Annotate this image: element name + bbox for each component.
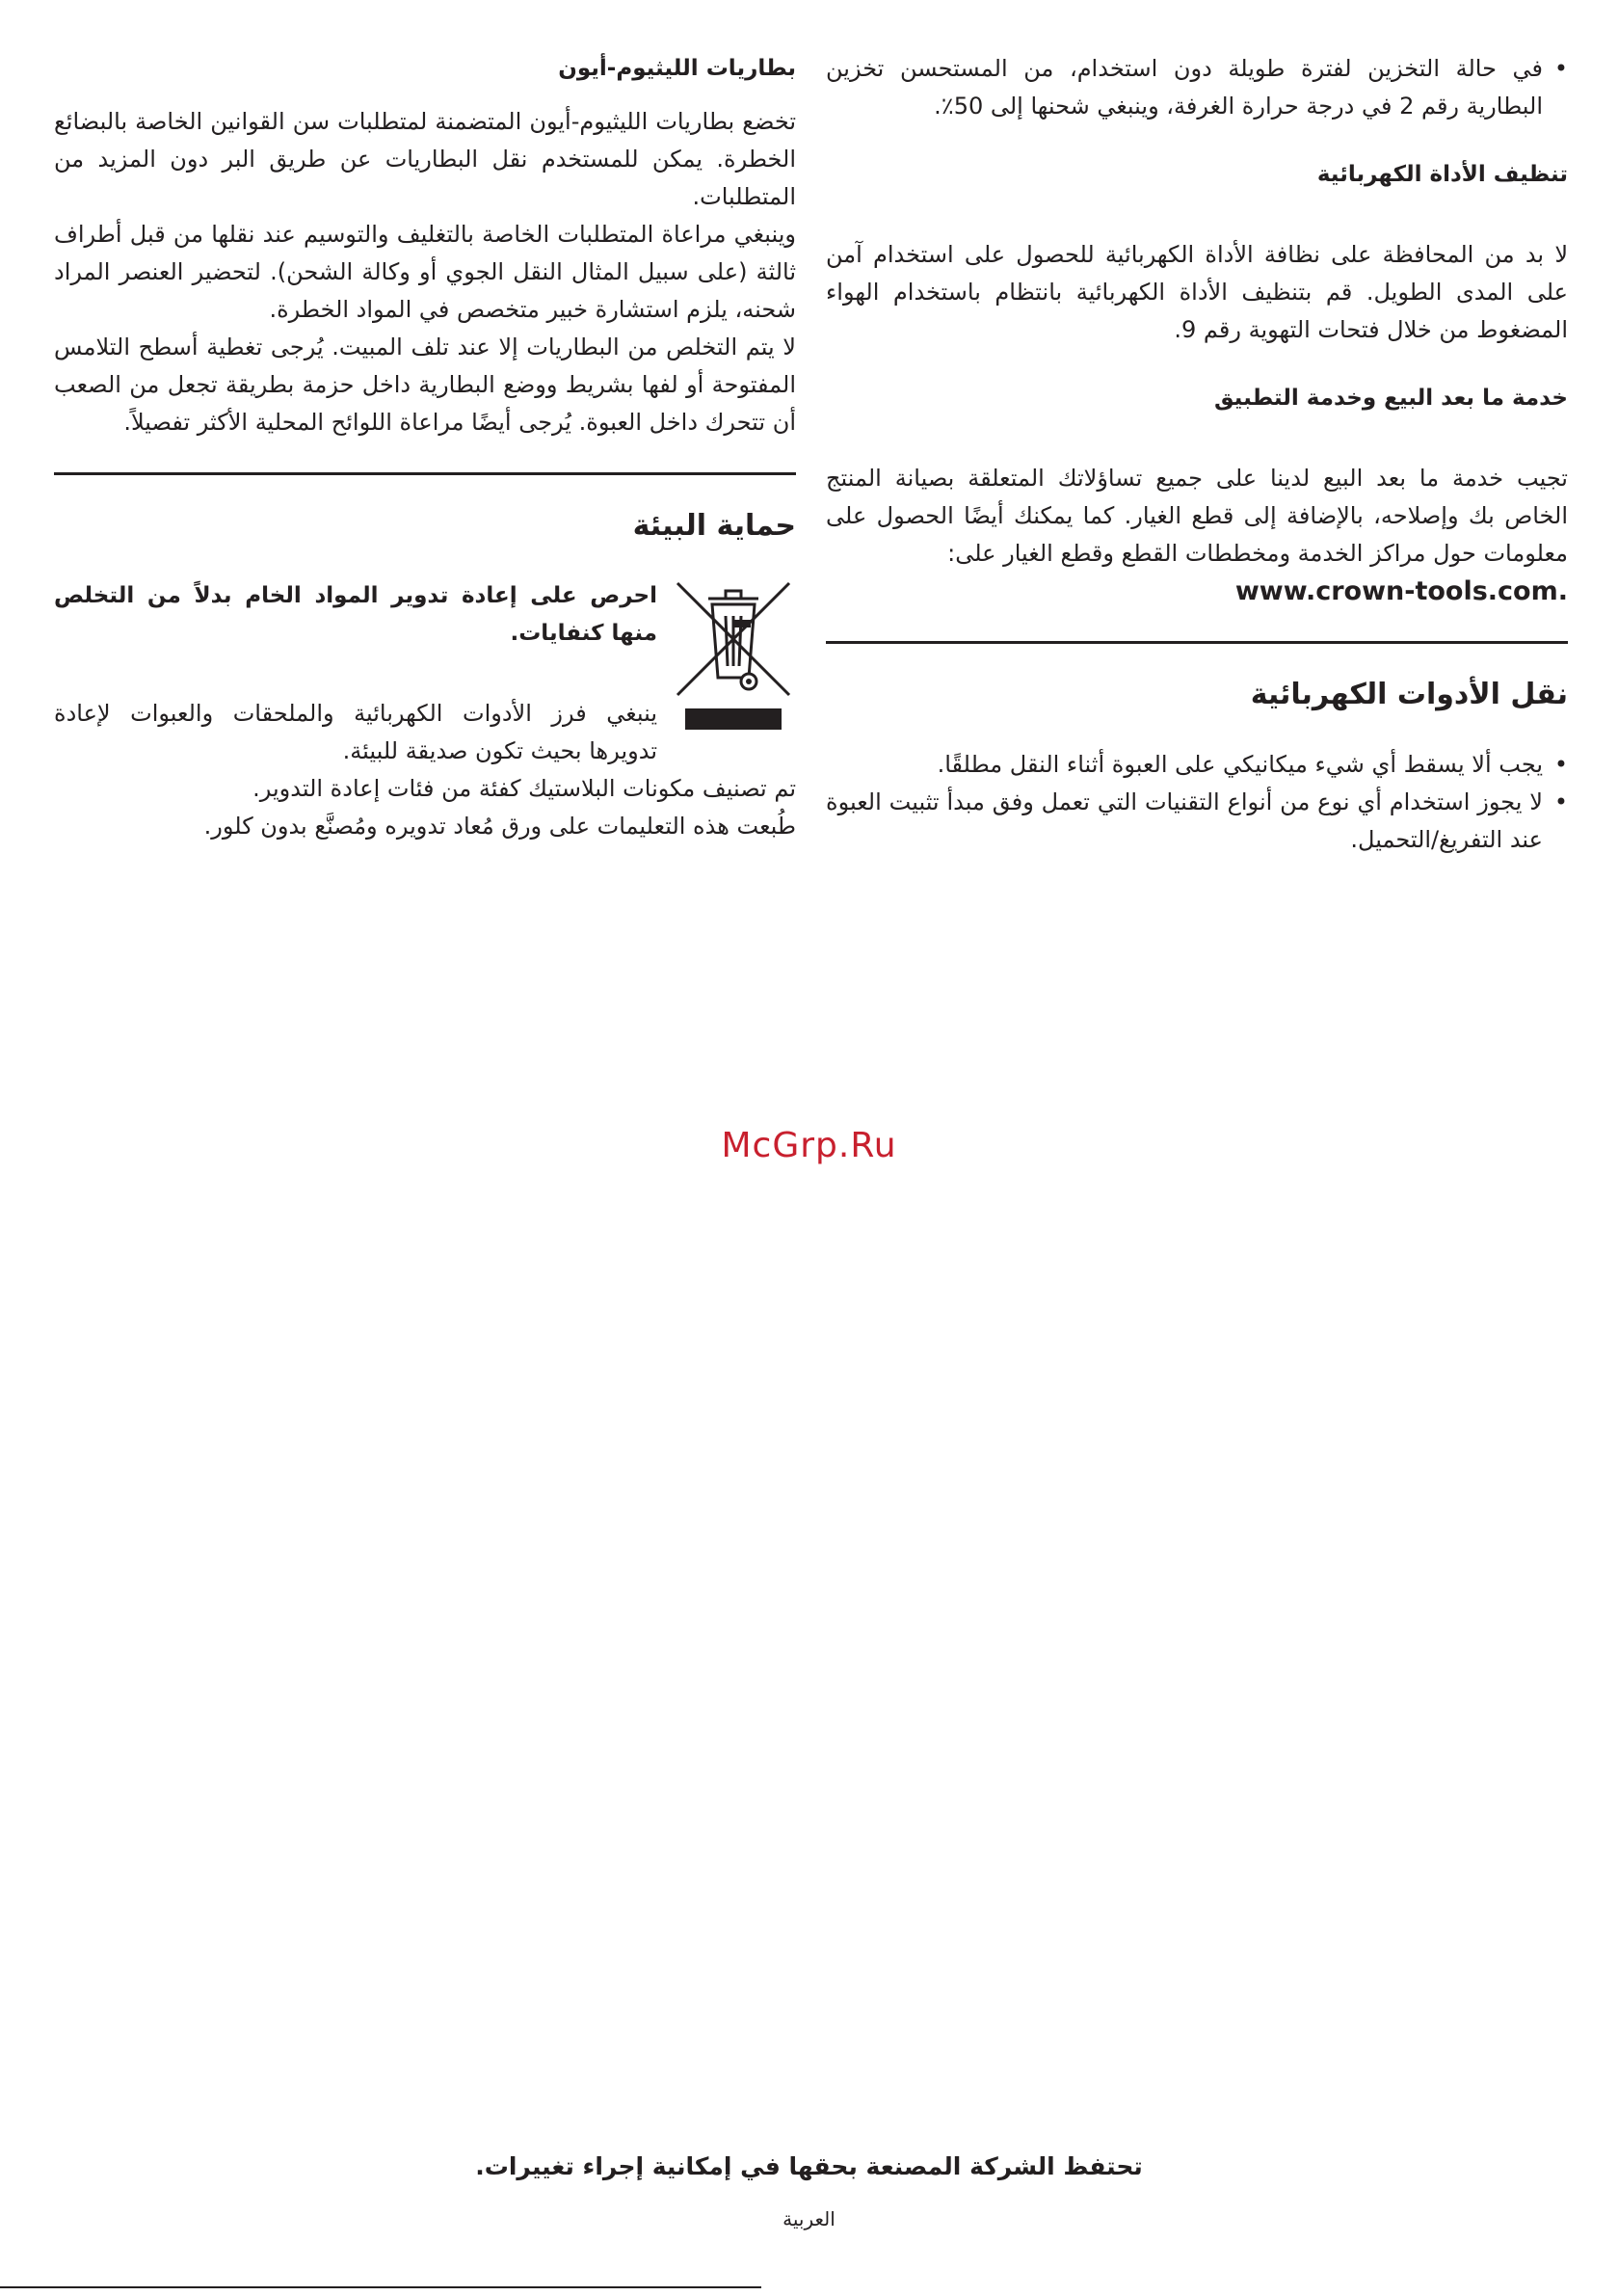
transport-bullet-text: يجب ألا يسقط أي شيء ميكانيكي على العبوة أثناء النقل مطلقًا. [937,751,1543,778]
lithium-paragraph: لا يتم التخلص من البطاريات إلا عند تلف المبيت. يُرجى تغطية أسطح التلامس المفتوحة أو لفها بشريط ووضع البطارية داخل حزمة بطريقة تجعل من الصعب أن تتحرك داخل العبوة. يُرجى أيضًا مراعاة اللوائح المحلية الأكثر تفصيلاً. [54,334,796,436]
lithium-paragraph: وينبغي مراعاة المتطلبات الخاصة بالتغليف والتوسيم عند نقلها من قبل أطراف ثالثة (على سبيل المثال النقل الجوي أو وكالة الشحن). لتحضير العنصر المراد شحنه، يلزم استشارة خبير متخصص في المواد الخطرة. [54,221,796,323]
footer-rule [0,2286,761,2288]
cleaning-text: لا بد من المحافظة على نظافة الأداة الكهربائية للحصول على استخدام آمن على المدى الطويل. قم بتنظيف الأداة الكهربائية بانتظام باستخدام الهواء المضغوط من خلال فتحات التهوية رقم 9. [826,241,1568,343]
environment-paragraph: ينبغي فرز الأدوات الكهربائية والملحقات والعبوات لإعادة تدويرها بحيث تكون صديقة للبيئة. [54,700,657,764]
weee-block [54,577,796,770]
left-column [54,50,796,845]
environment-paragraph: طُبعت هذه التعليمات على ورق مُعاد تدويره ومُصنَّع بدون كلور. [203,813,796,840]
service-heading: خدمة ما بعد البيع وخدمة التطبيق [1213,386,1568,411]
lithium-heading: بطاريات الليثيوم-أيون [558,56,796,81]
storage-bullet-text: في حالة التخزين لفترة طويلة دون استخدام، من المستحسن تخزين البطارية رقم 2 في درجة حرارة الغرفة، وينبغي شحنها إلى 50٪. [826,55,1543,120]
transport-bullet-text: لا يجوز استخدام أي نوع من أنواع التقنيات التي تعمل وفق مبدأ تثبيت العبوة عند التفريغ/التحميل. [826,788,1543,853]
bullet-dot: • [1553,788,1568,815]
footer-note: تحتفظ الشركة المصنعة بحقها في إمكانية إجراء تغييرات. [475,2152,1143,2180]
footer-language: العربية [782,2207,836,2230]
weee-symbol [671,577,796,730]
watermark: McGrp.Ru [721,1126,897,1165]
crossed-out-wheelie-bin-icon [672,577,795,701]
transport-bullet [826,746,1568,784]
bullet-dot: • [1553,751,1568,778]
storage-bullet [826,50,1568,125]
environment-heading: حماية البيئة [632,509,796,543]
transport-heading: نقل الأدوات الكهربائية [1250,678,1568,711]
recycle-notice: احرص على إعادة تدوير المواد الخام بدلاً من التخلص منها كنفايات. [54,583,657,646]
weee-text [54,577,657,770]
service-text: تجيب خدمة ما بعد البيع لدينا على جميع تساؤلاتك المتعلقة بصيانة المنتج الخاص بك وإصلاحه، بالإضافة إلى قطع الغيار. كما يمكنك أيضًا الحصول على معلومات حول مراكز الخدمة ومخططات القطع وقطع الغيار على: [826,465,1568,567]
lithium-paragraph: تخضع بطاريات الليثيوم-أيون المتضمنة لمتطلبات سن القوانين الخاصة بالبضائع الخطرة. يمكن للمستخدم نقل البطاريات عن طريق البر دون المزيد من المتطلبات. [54,108,796,210]
environment-paragraph: تم تصنيف مكونات البلاستيك كفئة من فئات إعادة التدوير. [252,775,796,802]
right-column [826,50,1568,859]
service-url[interactable]: www.crown-tools.com. [1234,576,1568,606]
transport-bullet [826,784,1568,859]
cleaning-heading: تنظيف الأداة الكهربائية [1316,162,1568,187]
bullet-dot: • [1553,55,1568,82]
weee-bar [685,708,782,730]
